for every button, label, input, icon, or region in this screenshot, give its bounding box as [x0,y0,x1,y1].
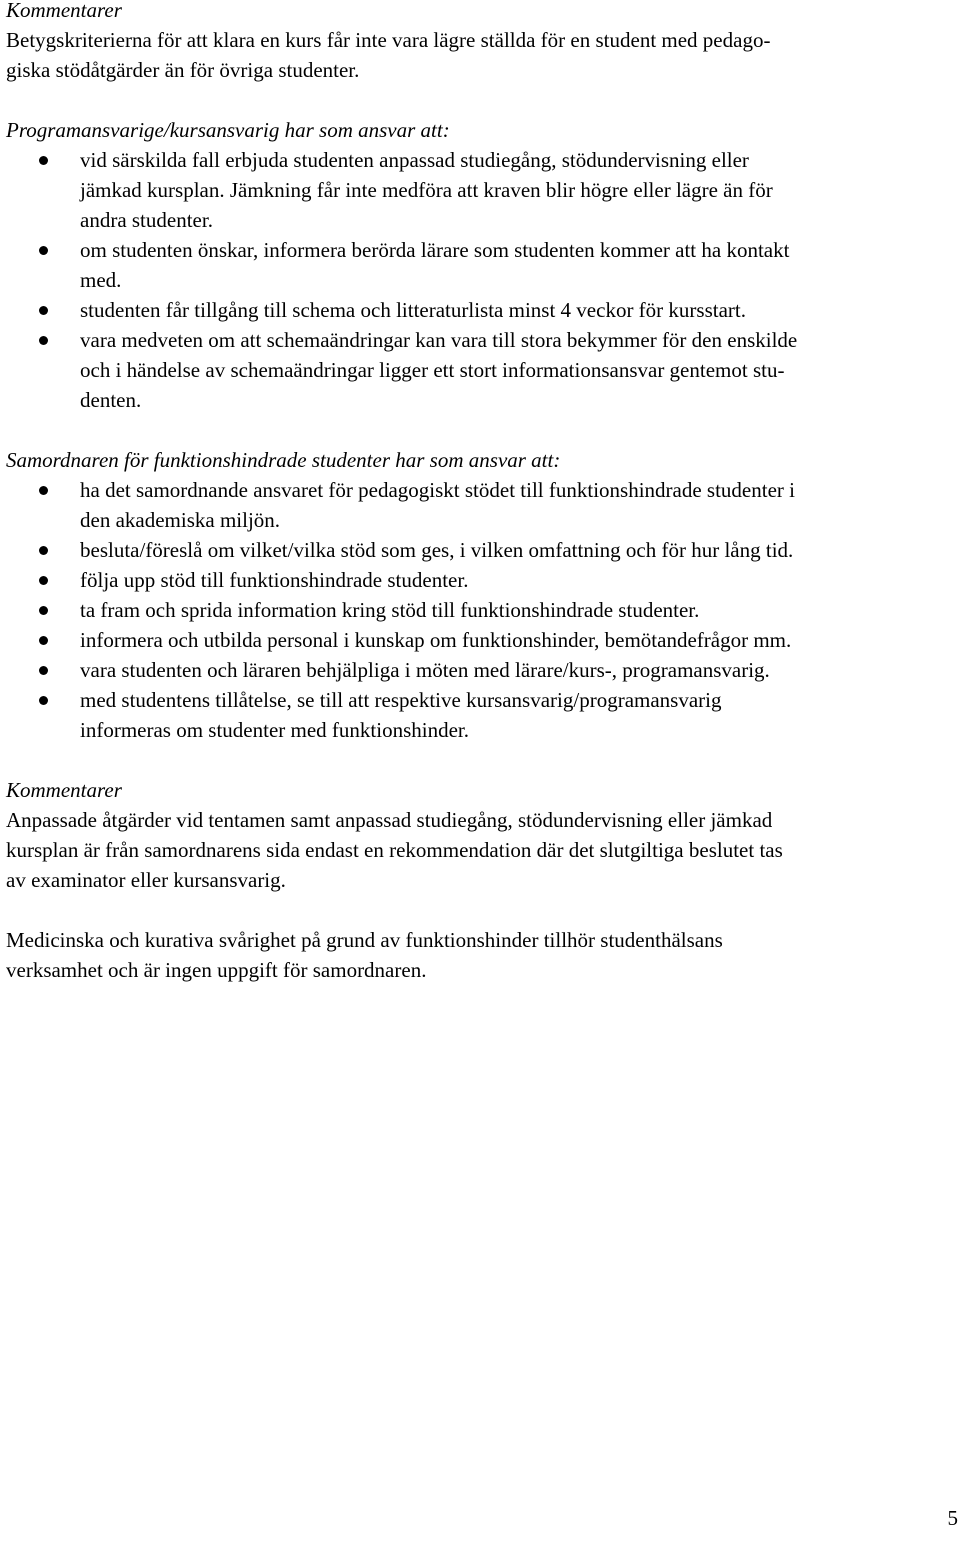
section-medicinska [6,925,946,985]
page-content [6,0,946,985]
paragraph-line: av examinator eller kursansvarig. [6,868,286,892]
list-item [6,325,946,415]
list-item-line: och i händelse av schemaändringar ligger ett stort informationsansvar gentemot stu- [80,358,785,382]
list-item [6,565,946,595]
list-item-line: med studentens tillåtelse, se till att respektive kursansvarig/programansvarig [80,688,722,712]
paragraph-line: giska stödåtgärder än för övriga studenter. [6,58,360,82]
list-item-line: jämkad kursplan. Jämkning får inte medföra att kraven blir högre eller lägre än för [80,178,773,202]
section-kommentarer-2 [6,775,946,895]
list-item [6,685,946,745]
list-item-line: andra studenter. [80,208,213,232]
list-item-line: vid särskilda fall erbjuda studenten anpassad studiegång, stödundervisning eller [80,148,749,172]
list-item-line: besluta/föreslå om vilket/vilka stöd som ges, i vilken omfattning och för hur lång tid. [80,538,794,562]
bullet-list [6,475,946,745]
section-paragraph [6,25,946,85]
list-item [6,295,946,325]
paragraph-line: verksamhet och är ingen uppgift för samordnaren. [6,958,427,982]
list-item [6,595,946,625]
list-item [6,145,946,235]
list-item-line: informeras om studenter med funktionshinder. [80,718,470,742]
section-paragraph [6,925,946,985]
section-heading: Programansvarige/kursansvarig har som ansvar att: [6,118,450,142]
list-item-line: informera och utbilda personal i kunskap om funktionshinder, bemötandefrågor mm. [80,628,792,652]
section-paragraph [6,805,946,895]
list-item-line: om studenten önskar, informera berörda lärare som studenten kommer att ha kontakt [80,238,790,262]
page-number: 5 [947,1506,958,1530]
list-item [6,655,946,685]
paragraph-line: Anpassade åtgärder vid tentamen samt anpassad studiegång, stödundervisning eller jämkad [6,808,773,832]
list-item-line: följa upp stöd till funktionshindrade studenter. [80,568,469,592]
list-item-line: med. [80,268,122,292]
section-samordnaren [6,445,946,745]
paragraph-line: kursplan är från samordnarens sida endast en rekommendation där det slutgiltiga beslutet tas [6,838,783,862]
list-item [6,235,946,295]
list-item-line: ta fram och sprida information kring stöd till funktionshindrade studenter. [80,598,700,622]
list-item-line: vara medveten om att schemaändringar kan vara till stora bekymmer för den enskilde [80,328,798,352]
section-heading: Kommentarer [6,778,122,802]
list-item [6,625,946,655]
paragraph-line: Medicinska och kurativa svårighet på grund av funktionshinder tillhör studenthälsans [6,928,723,952]
paragraph-line: Betygskriterierna för att klara en kurs får inte vara lägre ställda för en student med pedago- [6,28,771,52]
list-item-line: ha det samordnande ansvaret för pedagogiskt stödet till funktionshindrade studenter i [80,478,795,502]
section-kommentarer-1 [6,0,946,85]
section-programansvarige [6,115,946,415]
list-item-line: vara studenten och läraren behjälpliga i möten med lärare/kurs-, programansvarig. [80,658,770,682]
list-item-line: den akademiska miljön. [80,508,281,532]
list-item [6,535,946,565]
list-item-line: denten. [80,388,142,412]
list-item-line: studenten får tillgång till schema och litteraturlista minst 4 veckor för kursstart. [80,298,746,322]
section-heading: Kommentarer [6,0,122,22]
list-item [6,475,946,535]
bullet-list [6,145,946,415]
section-heading: Samordnaren för funktionshindrade studenter har som ansvar att: [6,448,561,472]
